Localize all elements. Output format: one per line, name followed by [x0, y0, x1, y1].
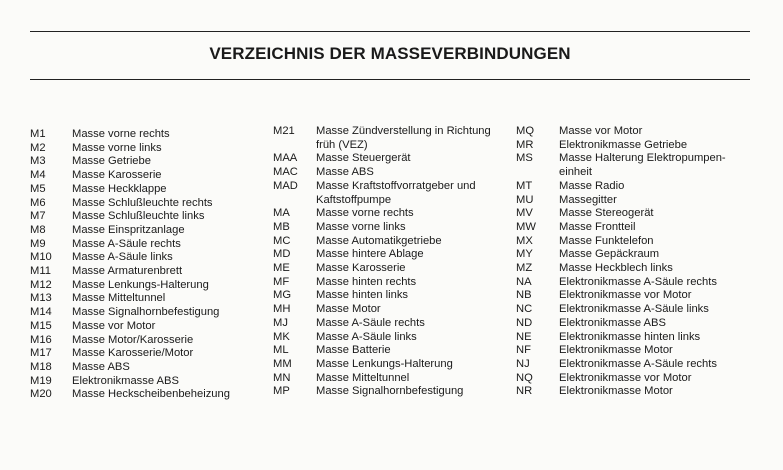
- ground-code: M11: [30, 265, 51, 278]
- list-item: [516, 262, 736, 276]
- ground-code: MK: [273, 330, 290, 343]
- list-item: [30, 375, 270, 389]
- list-item: [30, 292, 270, 306]
- list-item: [30, 388, 270, 402]
- ground-code: MH: [273, 303, 291, 316]
- list-item: [273, 358, 513, 372]
- list-item: [516, 303, 736, 317]
- ground-code: MB: [273, 220, 290, 233]
- ground-code: NJ: [516, 357, 530, 370]
- ground-description: Masse Steuergerät: [316, 152, 411, 165]
- ground-code: M21: [273, 125, 295, 137]
- ground-description: Masse A-Säule links: [72, 251, 173, 264]
- list-item: [273, 207, 513, 221]
- list-item: [273, 221, 513, 235]
- ground-description: Masse Motor: [316, 303, 381, 316]
- list-item: [30, 142, 270, 156]
- ground-code: M7: [30, 210, 46, 223]
- list-item: [516, 248, 736, 262]
- ground-code: NR: [516, 385, 533, 398]
- list-item: [273, 262, 513, 276]
- ground-code: M20: [30, 388, 52, 401]
- ground-description: Elektronikmasse Motor: [559, 344, 673, 357]
- list-item: [30, 320, 270, 334]
- ground-description: Elektronikmasse A-Säule rechts: [559, 357, 717, 370]
- ground-code: M1: [30, 128, 46, 140]
- ground-code: MA: [273, 207, 290, 220]
- list-item: [30, 128, 270, 142]
- ground-description: Elektronikmasse ABS: [72, 374, 179, 387]
- ground-description: Elektronikmasse hinten links: [559, 330, 701, 343]
- ground-code: M15: [30, 319, 52, 332]
- list-item: [516, 221, 736, 235]
- list-item: [516, 194, 736, 208]
- ground-description: Masse Karosserie: [316, 262, 406, 275]
- ground-description: Masse A-Säule links: [316, 330, 417, 343]
- ground-code: MC: [273, 234, 291, 247]
- list-item: [30, 183, 270, 197]
- ground-code: NE: [516, 330, 532, 343]
- ground-description: Masse Getriebe: [72, 155, 151, 168]
- ground-description: Masse A-Säule rechts: [316, 316, 425, 329]
- ground-code: MAC: [273, 166, 298, 179]
- ground-description: Masse vor Motor: [72, 319, 156, 332]
- list-item: [516, 125, 736, 139]
- ground-description: Masse Kraftstoffvorratgeber und Kaftstoffpumpe: [316, 179, 476, 206]
- list-item: [30, 361, 270, 375]
- ground-description: Masse hintere Ablage: [316, 248, 424, 261]
- ground-description: Masse vorne links: [316, 220, 406, 233]
- ground-description: Masse Heckblech links: [559, 262, 673, 275]
- ground-description: Masse Funktelefon: [559, 234, 654, 247]
- ground-description: Masse Heckklappe: [72, 182, 167, 195]
- ground-description: Masse vorne links: [72, 141, 162, 154]
- list-item: [516, 317, 736, 331]
- list-item: [516, 235, 736, 249]
- ground-description: Elektronikmasse vor Motor: [559, 371, 692, 384]
- list-item: [273, 317, 513, 331]
- ground-description: Masse Karosserie: [72, 169, 162, 182]
- ground-code: MU: [516, 193, 534, 206]
- ground-code: MQ: [516, 125, 535, 137]
- column-3: [516, 125, 736, 399]
- ground-code: MP: [273, 385, 290, 398]
- ground-description: Elektronikmasse Motor: [559, 385, 673, 398]
- list-item: [273, 276, 513, 290]
- ground-code: MZ: [516, 262, 533, 275]
- column-2: [273, 125, 513, 399]
- ground-description: Masse Signalhornbefestigung: [72, 306, 220, 319]
- list-item: [273, 289, 513, 303]
- ground-description: Masse A-Säule rechts: [72, 237, 181, 250]
- list-item: [516, 358, 736, 372]
- list-item: [30, 155, 270, 169]
- ground-description: Elektronikmasse vor Motor: [559, 289, 692, 302]
- ground-code: MS: [516, 152, 533, 165]
- ground-code: M19: [30, 374, 52, 387]
- list-item: [516, 372, 736, 386]
- ground-code: MJ: [273, 316, 288, 329]
- ground-description: Masse Schlußleuchte links: [72, 210, 205, 223]
- list-item: [516, 152, 736, 179]
- ground-description: Masse ABS: [72, 360, 130, 373]
- ground-description: Masse vorne rechts: [72, 128, 170, 140]
- ground-description: Elektronikmasse A-Säule rechts: [559, 275, 717, 288]
- ground-description: Masse hinten rechts: [316, 275, 417, 288]
- list-item: [273, 248, 513, 262]
- ground-description: Masse Halterung Elektropumpen-einheit: [559, 152, 726, 179]
- ground-code: M3: [30, 155, 46, 168]
- ground-code: MAA: [273, 152, 298, 165]
- ground-description: Masse Mitteltunnel: [316, 371, 410, 384]
- ground-code: MV: [516, 207, 533, 220]
- ground-code: M9: [30, 237, 46, 250]
- ground-description: Masse Automatikgetriebe: [316, 234, 442, 247]
- ground-description: Masse Gepäckraum: [559, 248, 660, 261]
- list-item: [273, 180, 513, 207]
- ground-description: Masse Karosserie/Motor: [72, 347, 194, 360]
- ground-code: MAD: [273, 179, 298, 192]
- ground-description: Masse Radio: [559, 179, 625, 192]
- list-item: [273, 303, 513, 317]
- ground-code: MY: [516, 248, 533, 261]
- list-item: [30, 238, 270, 252]
- ground-code: NF: [516, 344, 531, 357]
- ground-code: M12: [30, 278, 52, 291]
- ground-description: Elektronikmasse A-Säule links: [559, 303, 709, 316]
- ground-code: M16: [30, 333, 52, 346]
- list-item: [30, 306, 270, 320]
- ground-description: Masse Batterie: [316, 344, 391, 357]
- ground-description: Masse Heckscheibenbeheizung: [72, 388, 230, 401]
- list-item: [516, 385, 736, 399]
- ground-code: NB: [516, 289, 532, 302]
- bottom-rule: [30, 79, 750, 80]
- ground-description: Masse Mitteltunnel: [72, 292, 166, 305]
- list-item: [30, 251, 270, 265]
- list-item: [30, 210, 270, 224]
- ground-code: M8: [30, 223, 46, 236]
- ground-description: Masse vorne rechts: [316, 207, 414, 220]
- list-item: [516, 344, 736, 358]
- ground-code: MT: [516, 179, 533, 192]
- list-item: [273, 166, 513, 180]
- ground-code: M5: [30, 182, 46, 195]
- list-item: [273, 372, 513, 386]
- ground-code: M6: [30, 196, 46, 209]
- list-item: [516, 180, 736, 194]
- ground-code: M10: [30, 251, 52, 264]
- ground-description: Masse Lenkungs-Halterung: [316, 357, 453, 370]
- list-item: [30, 279, 270, 293]
- ground-code: M13: [30, 292, 52, 305]
- list-item: [273, 152, 513, 166]
- ground-code: NQ: [516, 371, 533, 384]
- ground-code: MN: [273, 371, 291, 384]
- ground-description: Elektronikmasse Getriebe: [559, 138, 688, 151]
- ground-description: Masse Einspritzanlage: [72, 223, 185, 236]
- ground-code: ML: [273, 344, 289, 357]
- ground-code: MG: [273, 289, 292, 302]
- top-rule: [30, 31, 750, 32]
- ground-description: Masse Schlußleuchte rechts: [72, 196, 213, 209]
- ground-code: M17: [30, 347, 52, 360]
- ground-code: NA: [516, 275, 532, 288]
- ground-description: Masse Lenkungs-Halterung: [72, 278, 209, 291]
- ground-description: Masse Motor/Karosserie: [72, 333, 194, 346]
- list-item: [273, 331, 513, 345]
- list-item: [30, 265, 270, 279]
- ground-code: M18: [30, 360, 52, 373]
- ground-description: Masse Stereogerät: [559, 207, 654, 220]
- ground-description: Masse Zündverstellung in Richtung früh (VEZ): [316, 125, 491, 151]
- list-item: [30, 197, 270, 211]
- ground-code: MR: [516, 138, 534, 151]
- ground-description: Masse Signalhornbefestigung: [316, 385, 464, 398]
- ground-code: NC: [516, 303, 533, 316]
- ground-code: MF: [273, 275, 290, 288]
- ground-description: Massegitter: [559, 193, 617, 206]
- ground-code: M14: [30, 306, 52, 319]
- list-item: [516, 331, 736, 345]
- list-item: [30, 224, 270, 238]
- list-item: [516, 139, 736, 153]
- list-item: [30, 169, 270, 183]
- list-item: [273, 125, 513, 152]
- ground-code: MD: [273, 248, 291, 261]
- ground-code: ME: [273, 262, 290, 275]
- list-item: [30, 347, 270, 361]
- ground-description: Masse ABS: [316, 166, 374, 179]
- ground-code: ND: [516, 316, 533, 329]
- list-item: [516, 207, 736, 221]
- list-item: [273, 235, 513, 249]
- ground-description: Masse hinten links: [316, 289, 409, 302]
- page-title: VERZEICHNIS DER MASSEVERBINDUNGEN: [209, 44, 571, 63]
- ground-code: M4: [30, 169, 46, 182]
- list-item: [30, 334, 270, 348]
- ground-code: MW: [516, 220, 536, 233]
- ground-code: M2: [30, 141, 46, 154]
- ground-description: Masse vor Motor: [559, 125, 643, 137]
- list-item: [273, 385, 513, 399]
- ground-description: Masse Frontteil: [559, 220, 636, 233]
- column-1: [30, 128, 270, 402]
- list-item: [516, 289, 736, 303]
- ground-description: Elektronikmasse ABS: [559, 316, 666, 329]
- list-item: [516, 276, 736, 290]
- ground-description: Masse Armaturenbrett: [72, 265, 183, 278]
- list-item: [273, 344, 513, 358]
- ground-code: MX: [516, 234, 533, 247]
- ground-code: MM: [273, 357, 292, 370]
